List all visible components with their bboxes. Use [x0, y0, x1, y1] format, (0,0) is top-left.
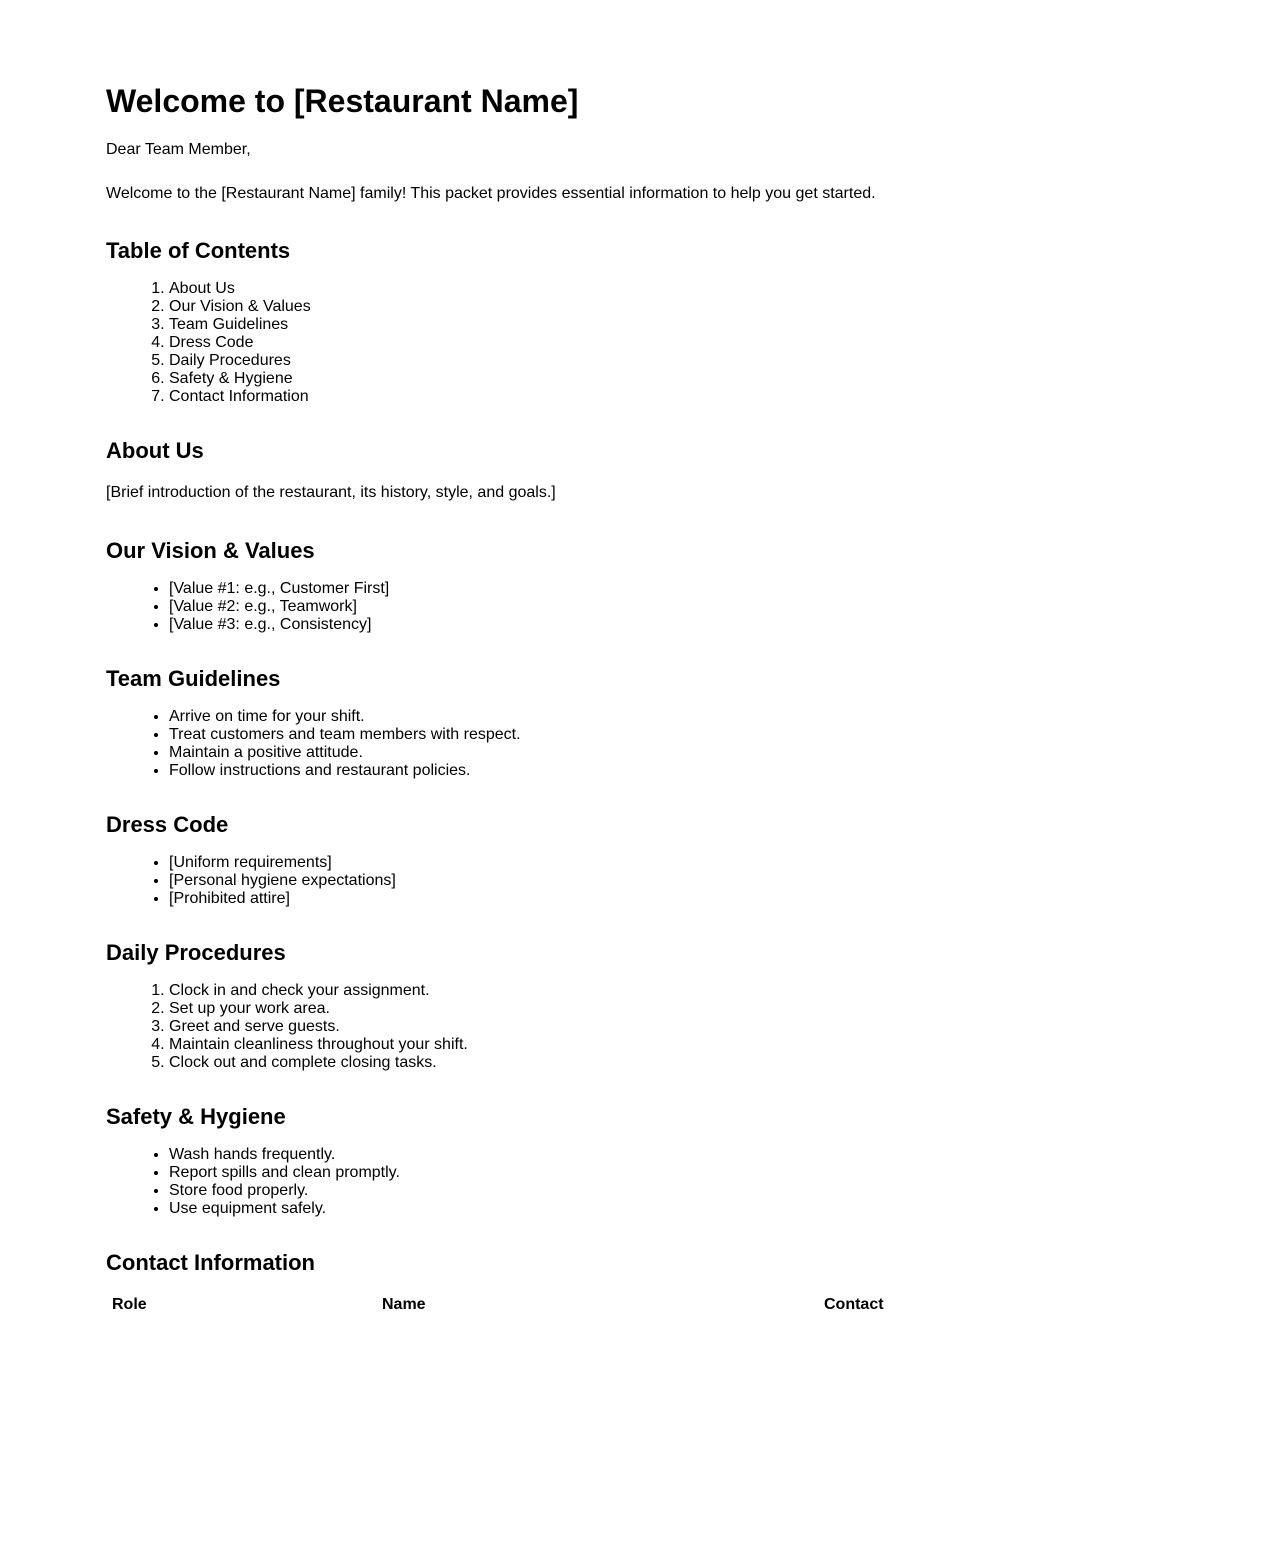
list-item: • Use equipment safely. [169, 1200, 400, 1218]
list-item: 1. Clock in and check your assignment. [169, 982, 468, 1000]
list-item: • [Uniform requirements] [169, 854, 396, 872]
list-item: • [Value #2: e.g., Teamwork] [169, 598, 389, 616]
list-item: • Arrive on time for your shift. [169, 708, 521, 726]
intro-paragraph: Welcome to the [Restaurant Name] family! This packet provides essential information to help you get started. [106, 185, 876, 202]
contact-heading: Contact Information [106, 1250, 315, 1275]
toc-item: 7. Contact Information [169, 388, 311, 406]
list-item: • Report spills and clean promptly. [169, 1164, 400, 1182]
procedures-heading: Daily Procedures [106, 940, 286, 965]
list-item: • [Personal hygiene expectations] [169, 872, 396, 890]
column-header-role: Role [112, 1296, 147, 1313]
list-item: 5. Clock out and complete closing tasks. [169, 1054, 468, 1072]
toc-item: 6. Safety & Hygiene [169, 370, 311, 388]
list-item: • Wash hands frequently. [169, 1146, 400, 1164]
safety-list [106, 1146, 400, 1218]
procedures-list [106, 982, 468, 1072]
guidelines-heading: Team Guidelines [106, 666, 281, 691]
safety-heading: Safety & Hygiene [106, 1104, 286, 1129]
page-title: Welcome to [Restaurant Name] [106, 83, 579, 119]
vision-list [106, 580, 389, 634]
list-item: 4. Maintain cleanliness throughout your shift. [169, 1036, 468, 1054]
list-item: • [Value #3: e.g., Consistency] [169, 616, 389, 634]
greeting: Dear Team Member, [106, 141, 251, 158]
list-item: 3. Greet and serve guests. [169, 1018, 468, 1036]
column-header-name: Name [382, 1296, 426, 1313]
dress-heading: Dress Code [106, 812, 229, 837]
list-item: • [Value #1: e.g., Customer First] [169, 580, 389, 598]
contact-table [106, 1290, 1156, 1320]
list-item: • Store food properly. [169, 1182, 400, 1200]
toc-list [106, 280, 311, 406]
list-item: • Follow instructions and restaurant policies. [169, 762, 521, 780]
list-item: • Maintain a positive attitude. [169, 744, 521, 762]
toc-item: 2. Our Vision & Values [169, 298, 311, 316]
list-item: • [Prohibited attire] [169, 890, 396, 908]
vision-heading: Our Vision & Values [106, 538, 315, 563]
dress-list [106, 854, 396, 908]
list-item: • Treat customers and team members with respect. [169, 726, 521, 744]
guidelines-list [106, 708, 521, 780]
about-heading: About Us [106, 438, 204, 463]
toc-item: 5. Daily Procedures [169, 352, 311, 370]
toc-heading: Table of Contents [106, 238, 291, 263]
column-header-contact: Contact [824, 1296, 884, 1313]
toc-item: 1. About Us [169, 280, 311, 298]
toc-item: 4. Dress Code [169, 334, 311, 352]
toc-item: 3. Team Guidelines [169, 316, 311, 334]
about-text: [Brief introduction of the restaurant, its history, style, and goals.] [106, 484, 556, 501]
table-header-row [106, 1290, 1156, 1320]
list-item: 2. Set up your work area. [169, 1000, 468, 1018]
